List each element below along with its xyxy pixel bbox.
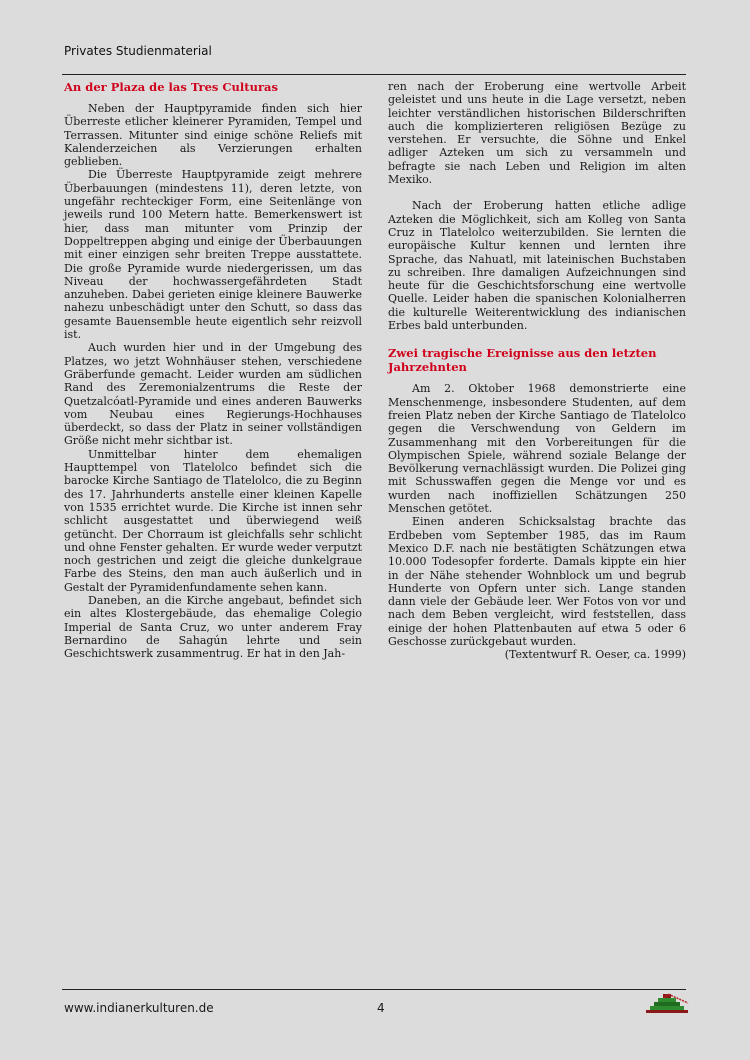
section-heading-events: Zwei tragische Ereignisse aus den letzten Jahrzehnten [388,346,657,375]
paragraph: Am 2. Oktober 1968 demonstrierte eine Menschenmenge, insbesondere Studenten, auf dem freien Platz neben der Kirche Santiago de Tlatelolco gegen die Verschwendung von Geldern im Zusammenhang mit den Vorbereitungen für die Olympischen Spiele, während soziale Belange der Bevölkerung vernachlässigt wurden. Die Polizei ging mit Schusswaffen gegen die Menge vor und es wurden nach inoffiziellen Schätzungen 250 Menschen getötet. [388,382,686,516]
paragraph: Auch wurden hier und in der Umgebung des Platzes, wo jetzt Wohnhäuser stehen, verschiedene Gräberfunde gemacht. Leider wurden am südlichen Rand des Zeremonialzentrums die Reste der Quetzalcóatl-Pyramide und eines anderen Bauwerks vom Neubau eines Regierungs-Hochhauses überdeckt, so dass der Platz in seiner vollständigen Größe nicht mehr sichtbar ist. [64,341,362,448]
paragraph-text: Einen anderen Schicksalstag brachte das Erdbeben vom September 1985, das im Raum Mexico D.F. nach nie bestätigten Schätzungen etwa 10.000 Todesopfer forderte. Damals kippte ein hier in der Nähe stehender Wohnblock um und begrub Hunderte von Opfern unter sich. Lange standen dann viele der Gebäude leer. Wer Fotos von vor und nach dem Beben vergleicht, wird feststellen, dass einige der hohen Plattenbauten auf etwa 5 oder 6 Geschosse zurückgebaut wurden. [388,515,686,648]
header-rule [62,74,686,75]
right-column [388,80,686,662]
footer-rule [62,989,686,990]
footer-url[interactable]: www.indianerkulturen.de [64,1001,214,1015]
page-header: Privates Studienmaterial [64,44,212,58]
paragraph-continuation: ren nach der Eroberung eine wertvolle Arbeit geleistet und uns heute in die Lage versetzt, neben leichter verständlichen historischen Bilderschriften auch die komplizierteren religiösen Bezüge zu verstehen. Er versuchte, die Söhne und Enkel adliger Azteken um sich zu versammeln und befragte sie nach Leben und Religion im alten Mexiko. [388,80,686,187]
paragraph: Die Überreste Hauptpyramide zeigt mehrere Überbauungen (mindestens 11), deren letzte, von ungefähr rechteckiger Form, eine Seitenlänge von jeweils rund 100 Metern hatte. Bemerkenswert ist hier, dass man mitunter vom Prinzip der Doppeltreppen abging und einige der Überbauungen mit einer einzigen sehr breiten Treppe ausstattete. Die große Pyramide wurde niedergerissen, um das Niveau der hochwassergefährdeten Stadt anzuheben. Dabei gerieten einige kleinere Bauwerke nahezu unbeschädigt unter den Schutt, so dass das gesamte Bauensemble heute eigentlich sehr reizvoll ist. [64,168,362,342]
left-column [64,80,362,660]
page-number: 4 [377,1001,385,1015]
text-credit: (Textentwurf R. Oeser, ca. 1999) [504,648,686,662]
paragraph: Daneben, an die Kirche angebaut, befindet sich ein altes Klostergebäude, das ehemalige Colegio Imperial de Santa Cruz, wo unter anderem Fray Bernardino de Sahagún lehrte und sein Geschichtswerk zusammentrug. Er hat in den Jah- [64,593,362,661]
paragraph-with-credit [388,515,686,662]
paragraph: Neben der Hauptpyramide finden sich hier Überreste etlicher kleinerer Pyramiden, Tempel und Terrassen. Mitunter sind einige schöne Reliefs mit Kalenderzeichen als Verzierungen erhalten geblieben. [64,102,362,169]
section-heading-plaza: An der Plaza de las Tres Culturas [64,80,278,94]
paragraph: Nach der Eroberung hatten etliche adlige Azteken die Möglichkeit, sich am Kolleg von Santa Cruz in Tlatelolco weiterzubilden. Sie lernten die europäische Kultur kennen und lernten ihre Sprache, das Nahuatl, mit lateinischen Buchstaben zu schreiben. Ihre damaligen Aufzeichnungen sind heute für die Geschichtsforschung eine wertvolle Quelle. Leider haben die spanischen Kolonialherren die kulturelle Weiterentwicklung des indianischen Erbes bald unterbunden. [388,199,686,333]
paragraph: Unmittelbar hinter dem ehemaligen Haupttempel von Tlatelolco befindet sich die barocke Kirche Santiago de Tlatelolco, die zu Beginn des 17. Jahrhunderts anstelle einer kleinen Kapelle von 1535 errichtet wurde. Die Kirche ist innen sehr schlicht ausgestattet und überwiegend weiß getüncht. Der Chorraum ist gleichfalls sehr schlicht und ohne Fenster gehalten. Er wurde weder verputzt noch gestrichen und zeigt die gleiche dunkelgraue Farbe des Steins, den man auch äußerlich und in Gestalt der Pyramidenfundamente sehen kann. [64,447,362,594]
pyramid-logo-icon [644,990,690,1014]
